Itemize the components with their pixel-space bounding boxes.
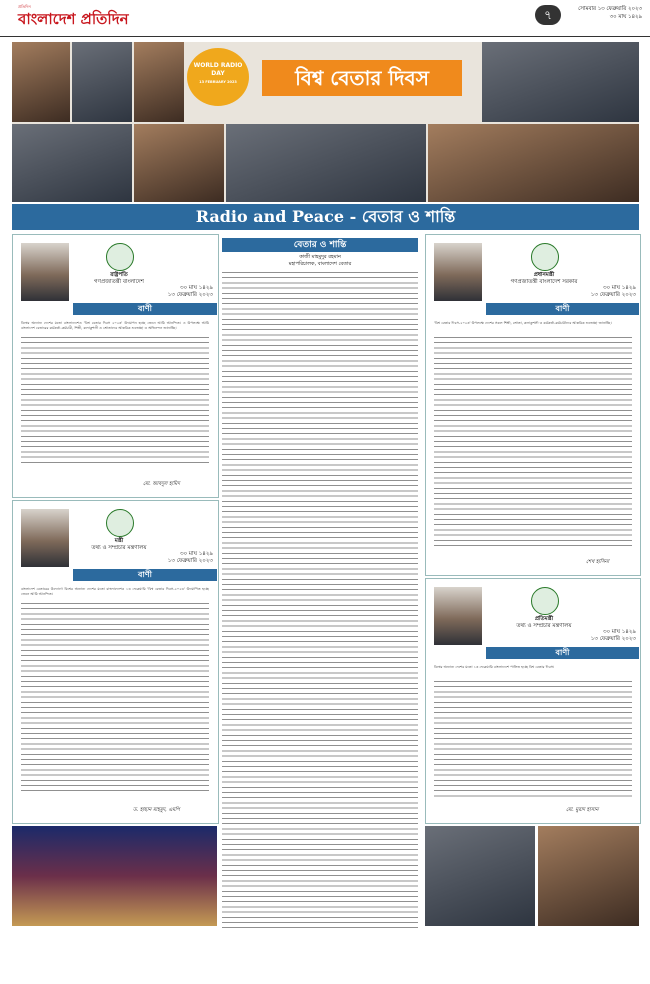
center-article-lines (222, 272, 418, 928)
author-name: কাজী মাহমুদুর রহমান (299, 254, 341, 260)
banner-photo (226, 124, 426, 202)
president-sub: গণপ্রজাতন্ত্রী বাংলাদেশ (94, 279, 144, 285)
section-title: Radio and Peace - বেতার ও শান্তি (12, 204, 639, 230)
state-minister-body: বিশ্বের অন্যান্য দেশের মতো ১৩ ফেব্রুয়ারি বাংলাদেশে পালিত হচ্ছে বিশ্ব বেতার দিবস। (434, 665, 555, 669)
pm-body: 'বিশ্ব বেতার দিবস-২০২৩' উপলক্ষে দেশের সকল শিল্পী, শ্রোতা, কলাকুশলী ও কর্মকর্তা-কর্মচারীদের আন্তরিক শুভেচ্ছা জানাচ্ছি। (434, 321, 612, 325)
president-body: বিশ্বের অন্যান্য দেশের মতো বাংলাদেশেও 'বিশ্ব বেতার দিবস ২০২৩' উদযাপন হচ্ছে জেনে আমি আনন্দিত। এ উপলক্ষে আমি বাংলাদেশ বেতারের কর্মকর্তা-কর্মচারী, শিল্পী, কলাকুশলী ও শ্রোতাদের আন্তরিক শুভেচ্ছা ও অভিনন্দন জানাচ্ছি। (21, 321, 209, 331)
masthead (0, 0, 650, 37)
minister-message (12, 500, 219, 824)
banner-photo (12, 124, 132, 202)
banner-photo (12, 42, 70, 122)
minister-signature: ড. হাছান মাহমুদ, এমপি (133, 807, 180, 813)
bangladesh-seal-icon (531, 587, 559, 615)
pm-date2: ১৩ ফেব্রুয়ারি ২০২৩ (590, 292, 636, 298)
state-minister-signature: মো. মুরাদ হাসান (566, 807, 599, 813)
state-minister-date2: ১৩ ফেব্রুয়ারি ২০২৩ (590, 636, 636, 642)
date-line (566, 5, 642, 21)
center-article-author (222, 254, 418, 268)
pm-role: প্রধানমন্ত্রী (533, 272, 555, 278)
logo-text: WORLD RADIO DAY (193, 62, 243, 77)
banner-photo (134, 42, 184, 122)
pm-portrait (434, 243, 482, 301)
banner (12, 42, 639, 202)
banner-photo (72, 42, 132, 122)
pm-message (425, 234, 641, 576)
pm-bani: বাণী (486, 303, 639, 315)
minister-date1: ৩০ মাঘ ১৪২৯ (180, 551, 213, 557)
bangladesh-seal-icon (106, 509, 134, 537)
minister-text-lines (21, 603, 209, 795)
state-minister-role: প্রতিমন্ত্রী (534, 616, 554, 622)
president-bani: বাণী (73, 303, 217, 315)
date-bengali: ৩০ মাঘ ১৪২৯ (609, 14, 642, 20)
banner-photo (428, 124, 639, 202)
author-title: মহাপরিচালক, বাংলাদেশ বেতার (288, 261, 352, 267)
banner-title: বিশ্ব বেতার দিবস (262, 60, 462, 96)
world-radio-day-logo (187, 48, 249, 106)
banner-photo (134, 124, 224, 202)
president-role: রাষ্ট্রপতি (110, 272, 128, 278)
bangladesh-seal-icon (106, 243, 134, 271)
pm-date1: ৩০ মাঘ ১৪২৯ (603, 285, 636, 291)
bangladesh-seal-icon (531, 243, 559, 271)
state-minister-text-lines (434, 681, 632, 799)
president-date1: ৩০ মাঘ ১৪২৯ (180, 285, 213, 291)
minister-body: বাংলাদেশ বেতারের উদ্যোগে বিশ্বের অন্যান্য দেশের মতো বাংলাদেশেও ১৩ ফেব্রুয়ারি 'বিশ্ব বেতার দিবস-২০২৩' উদযাপিত হচ্ছে জেনে আমি আনন্দিত। (21, 587, 209, 597)
date-gregorian: সোমবার ১৩ ফেব্রুয়ারি ২০২৩ (578, 6, 642, 12)
president-date2: ১৩ ফেব্রুয়ারি ২০২৩ (167, 292, 213, 298)
event-photo (538, 826, 639, 926)
event-photo (425, 826, 535, 926)
minister-date2: ১৩ ফেব্রুয়ারি ২০২৩ (167, 558, 213, 564)
logo-date: 13 FEBRUARY 2023 (199, 80, 237, 84)
president-message (12, 234, 219, 498)
state-minister-date1: ৩০ মাঘ ১৪২৯ (603, 629, 636, 635)
president-portrait (21, 243, 69, 301)
state-minister-portrait (434, 587, 482, 645)
minister-bani: বাণী (73, 569, 217, 581)
pm-signature: শেখ হাসিনা (586, 559, 610, 565)
minister-sub: তথ্য ও সম্প্রচার মন্ত্রণালয় (91, 545, 147, 551)
pm-text-lines (434, 337, 632, 549)
pm-sub: গণপ্রজাতন্ত্রী বাংলাদেশ সরকার (510, 279, 578, 285)
president-text-lines (21, 337, 209, 467)
president-signature: মো. আবদুল হামিদ (143, 481, 180, 487)
minister-portrait (21, 509, 69, 567)
event-photo (12, 826, 217, 926)
state-minister-message (425, 578, 641, 824)
minister-role: মন্ত্রী (114, 538, 124, 544)
center-article-title: বেতার ও শান্তি (222, 238, 418, 252)
newspaper-logo[interactable]: বাংলাদেশ প্রতিদিন (18, 10, 129, 28)
masthead-small-label: প্রতিদিন (18, 4, 31, 9)
page-number: ৭ (535, 5, 561, 25)
state-minister-sub: তথ্য ও সম্প্রচার মন্ত্রণালয় (516, 623, 572, 629)
state-minister-bani: বাণী (486, 647, 639, 659)
banner-photo (482, 42, 639, 122)
